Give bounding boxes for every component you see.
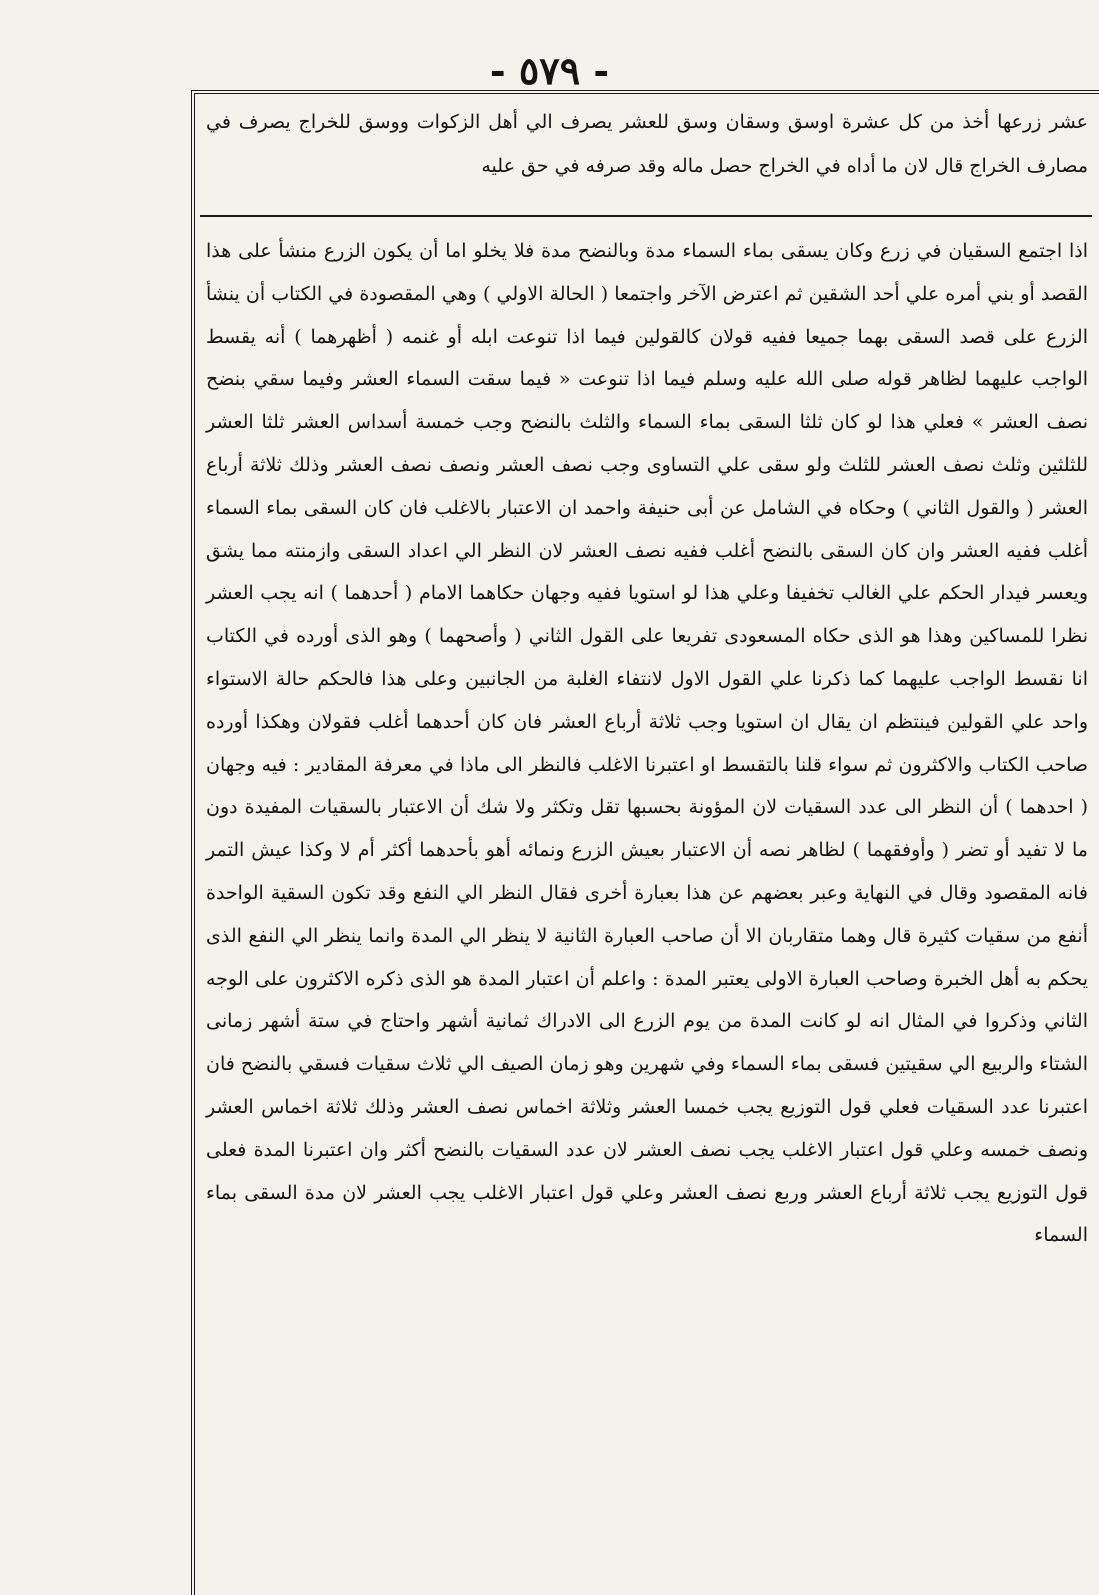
page-number: - ٥٧٩ - <box>489 48 610 93</box>
commentary-text: عشر زرعها أخذ من كل عشرة اوسق وسقان وسق للعشر يصرف الي أهل الزكوات ووسق للخراج يصرف في مصارف الخراج قال لان ما أداه في الخراج حصل ماله وقد صرفه في حق عليه <box>206 111 1088 177</box>
commentary-block <box>206 100 1088 188</box>
header-divider <box>200 215 1092 217</box>
main-text-block <box>206 230 1088 1257</box>
main-text: اذا اجتمع السقيان في زرع وكان يسقى بماء السماء مدة وبالنضح مدة فلا يخلو اما أن يكون الزرع منشأ على هذا القصد أو بني أمره علي أحد الشقين ثم اعترض الآخر واجتمعا ( الحالة الاولي ) وهي المقصودة في الكتاب أن ينشأ الزرع على قصد السقى بهما جميعا ففيه قولان كالقولين فيما اذا تنوعت ابله أو غنمه ( أظهرهما ) أنه يقسط الواجب عليهما لظاهر قوله صلى الله عليه وسلم فيما اذا تنوعت « فيما سقت السماء العشر وفيما سقي بنضح نصف العشر » فعلي هذا لو كان ثلثا السقى بماء السماء والثلث بالنضح وجب خمسة أسداس العشر ثلثا العشر للثلثين وثلث نصف العشر للثلث ولو سقى علي التساوى وجب نصف العشر ونصف نصف العشر وذلك ثلاثة أرباع العشر ( والقول الثاني ) وحكاه في الشامل عن أبى حنيفة واحمد ان الاعتبار بالاغلب فان كان السقى بماء السماء أغلب ففيه العشر وان كان السقى بالنضح أغلب ففيه نصف العشر لان النظر الي اعداد السقى وازمنته مما يشق ويعسر فيدار الحكم علي الغالب تخفيفا وعلي هذا لو استويا ففيه وجهان حكاهما الامام ( أحدهما ) انه يجب العشر نظرا للمساكين وهذا هو الذى حكاه المسعودى تفريعا على القول الثاني ( وأصحهما ) وهو الذى أورده في الكتاب انا نقسط الواجب عليهما كما ذكرنا علي القول الاول لانتفاء الغلبة من الجانبين وعلى هذا فالحكم حالة الاستواء واحد علي القولين فينتظم ان يقال ان استويا وجب ثلاثة أرباع العشر فان كان أحدهما أغلب فقولان وهكذا أورده صاحب الكتاب والاكثرون ثم سواء قلنا بالتقسط او اعتبرنا الاغلب فالنظر الى ماذا في معرفة المقادير : فيه وجهان ( احدهما ) أن النظر الى عدد السقيات لان المؤونة بحسبها تقل وتكثر ولا شك أن الاعتبار بالسقيات المفيدة دون ما لا تفيد أو تضر ( وأوفقهما ) لظاهر نصه أن الاعتبار بعيش الزرع ونمائه أهو بأحدهما أكثر أم لا وكذا عيش التمر فانه المقصود وقال في النهاية وعبر بعضهم عن هذا بعبارة أخرى فقال النظر الي النفع وقد تكون السقية الواحدة أنفع من سقيات كثيرة قال وهما متقاربان الا أن صاحب العبارة الثانية لا ينظر الي المدة وانما ينظر الي النفع الذى يحكم به أهل الخبرة وصاحب العبارة الاولى يعتبر المدة : واعلم أن اعتبار المدة هو الذى ذكره الاكثرون على الوجه الثاني وذكروا في المثال انه لو كانت المدة من يوم الزرع الى الادراك ثمانية أشهر واحتاج في ستة أشهر زمانى الشتاء والربيع الي سقيتين فسقى بماء السماء وفي شهرين وهو زمان الصيف الي ثلاث سقيات فسقي بالنضح فان اعتبرنا عدد السقيات فعلي قول التوزيع يجب خمسا العشر وثلاثة اخماس نصف العشر وذلك ثلاثة اخماس العشر ونصف خمسه وعلي قول اعتبار الاغلب يجب نصف العشر لان عدد السقيات بالنضح أكثر وان اعتبرنا المدة فعلى قول التوزيع يجب ثلاثة أرباع العشر وربع نصف العشر وعلي قول اعتبار الاغلب يجب العشر لان مدة السقى بماء السماء <box>206 240 1088 1247</box>
